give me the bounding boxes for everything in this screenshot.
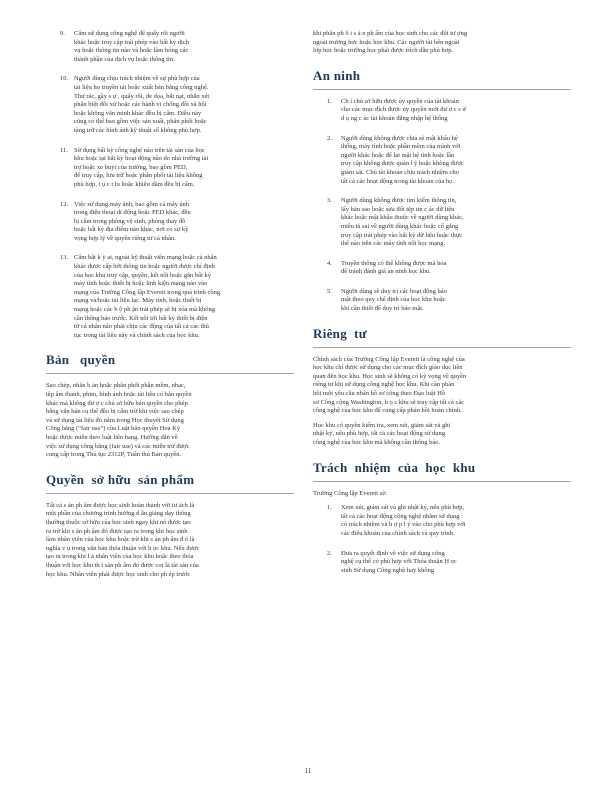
page-number: 11 [304, 767, 312, 775]
list-text: Người dùng sẽ duy trì các hoạt động bảo mật theo quy chế định của học khu hoặc khi cần thiết để duy trì bảo mật. [341, 287, 447, 313]
left-column [46, 30, 294, 585]
section-heading-security: An ninh [313, 68, 571, 90]
list-text: Sử dụng bất kỳ công nghệ nào trên tài sản của học khu hoặc tại bất kỳ hoạt động nào do nhà trường tài trợ hoặc xe buýt của trường, bao gồm PED, để truy cập, lưu trữ hoặc phân phối tài liệu không phù hợp, t ụ c t ĩu hoặc khiêu dâm đều bị cấm. [74, 146, 209, 188]
copyright-paragraph: Sao chép, nhân b ản hoặc phân phối phần mềm, nhạc, tệp âm thanh, phim, hình ảnh hoặc tài liệu có bản quyền khác mà không đư ợ c chủ sở hữu bản quyền cho phép bằng văn bản cụ thể đều bị cấm trừ khi việc sao chép và sử dụng tài liệu đó nằm trong Học thuyết Sử dụng Công bằng (“fair use”) của Luật bản quyền Hoa Kỳ hoặc được miễn theo luật liên bang. Hướng dẫn về việc sử dụng công bằng (fair use) và các miễn trừ được cung cấp trong Thủ tục 2312P, Tuân thủ Bản quyền. [46, 382, 192, 459]
list-number: 1. [327, 504, 332, 512]
list-item [46, 147, 294, 190]
right-column [313, 30, 571, 586]
list-item [313, 550, 571, 576]
list-number: 5. [327, 287, 332, 295]
ownership-paragraph: Tất cả s ản ph ẩm được học sinh hoàn thành với tư ách là một phần của chương trình hướng d ẫn giảng dạy thông thường thuộc sở hữu của học sinh ngay khi nó được tạo ra trừ khi s ản ph ẩm đó được tạo ra trong khi học sinh làm nhân viên của học khu hoặc trừ khi s ản ph ẩm đ ó là nghĩa v ụ trong văn bản thỏa thuận với h ọc khu. Nếu được tạo ra trong khi l à nhân viên của học khu hoặc theo thỏa thuận với học khu th ì sản ph ẩm đó được coi là tài sản của học khu. Nhân viên phải được học sinh cho ph ép trước [46, 501, 200, 578]
list-text: Người dùng không được chia sẻ mật khẩu hệ thống, máy tính hoặc phần mềm của mình với người khác hoặc để lại mật hệ tính hoặc lần truy cập không được quản l ý hoặc không được giám sát. Chủ tài khoản chịu trách nhiệm cho tất cả các hoạt động trong tài khoản của họ. [341, 134, 464, 185]
list-number: 3. [327, 197, 332, 205]
list-item [313, 197, 571, 249]
privacy-paragraph: Học khu có quyền kiểm tra, xem xét, giám sát và ghi nhật ký, nếu phù hợp, tất cả các hoạt động sử dụng công nghệ của học khu mà không cần thông báo. [313, 421, 451, 446]
list-item [46, 75, 294, 135]
list-item [313, 504, 571, 538]
section-heading-copyright: Bản quyền [46, 352, 294, 374]
list-number: 2. [327, 134, 332, 142]
list-text: Ch ỉ chủ sở hữu được ủy quyền của tài khoản cho các mục đích được ủy quyền mới đư ợ c s ử d ụ ng c ác tài khoản đăng nhập hệ thống [341, 97, 466, 122]
section-heading-ownership: Quyền sở hữu sản phẩm [46, 472, 294, 494]
list-item [313, 135, 571, 187]
continued-paragraph: khi phân ph ố i s ả n ph ẩm của học sinh cho các đối tư ợng ngoài trường hợc hoặc học khu. Các người tài bên ngoài lớp học hoặc trường học phải được trích dẫn phù hợp. [313, 30, 468, 55]
section-heading-privacy: Riêng tư [313, 326, 571, 348]
list-item [313, 288, 571, 314]
responsibility-intro: Trường Công lập Everett sẽ: [313, 489, 387, 497]
list-number: 1. [327, 97, 332, 105]
list-item [46, 30, 294, 64]
list-number: 13. [60, 254, 69, 262]
list-number: 12. [60, 200, 69, 208]
list-item [46, 201, 294, 244]
privacy-paragraph: Chính sách của Trường Công lập Everett là công nghệ của học khu chỉ được sử dụng cho các mục đích giáo dục liên quan đến học khu. Học sinh sẽ không có kỳ vọng về quyền riêng tư khi sử dụng công nghệ học khu. Khi cần phán hồi một yêu cầu nhân hồ sơ công theo Đạo luật Hồ sơ Công cộng Washington, h ọ c khu sẽ truy cập tất cả các công nghệ của học khu để cung cấp phản hồi hoàn chỉnh. [313, 355, 467, 415]
list-number: 2. [327, 549, 332, 557]
list-text: Đưa ra quyết định về việc sử dụng công nghệ cụ thể có phù hợp với Thỏa thuận H ọc sinh Sử dụng Công nghệ hay không [341, 549, 457, 574]
list-text: Việc sử dụng máy ảnh, bao gồm cả máy ảnh trong điện thoại di động hoặc PED khác, đều bị cấm trong phòng vệ sinh, phòng thay đồ hoặc bất kỳ địa điểm nào khác, nơi có sự kỳ vọng hợp lý về quyền riêng tư cá nhân. [74, 200, 191, 242]
list-text: Truyền thông có thể không được mã hóa để tránh đánh giá an ninh học khu. [341, 259, 447, 276]
list-text: Xem xét, giám sát và ghi nhật ký, nếu phù hợp, tất cả các hoạt động công nghệ nhằm sử dụng có trách nhiệm và h ợ p l ý vào cho phù hợp với các điều khoản của chính sách và quy trình. [341, 504, 466, 537]
list-item [313, 98, 571, 124]
list-text: Người dùng không được tìm kiếm thông tin, lấy bản sao hoặc sửa đổi tệp tin c ác dữ liệu khác hoặc mật khẩu thuộc về người dùng khác, miêu tả sai về người dùng khác hoặc cố gắng truy cập trái phép vào bất kỳ dữ liệu hoặc thực thể nào trên các máy tính nối học mạng. [341, 197, 464, 248]
list-number: 9. [60, 30, 65, 37]
list-text: Cấm sử dụng công nghệ để quấy rối người khác hoặc truy cập trái phép vào bất kỳ dịch vụ hoặc thông tin nào và hoặc làm hỏng các thành phần của dịch vụ hoặc thông tin. [74, 30, 189, 63]
list-number: 4. [327, 259, 332, 267]
list-item [313, 260, 571, 277]
list-text: Người dùng chịu trách nhiệm về sự phù hợp của tài liệu họ truyền tải hoặc xuất bản bằng công nghệ. Thư rác, gây s ự , quấy rối, đe dọa, bắt nạt, nhắn xét phân biệt đối xử hoặc các hành vi chống đối xã hội hoặc không văn minh khác đều bị cấm. Điều này cũng có thể bao gồm việc sản xuất, phân phối hoặc tàng trữ các hình ảnh kỹ thuật số không phù hợp. [74, 75, 210, 134]
section-heading-responsibility: Trách nhiệm của học khu [313, 460, 571, 482]
list-number: 11. [60, 146, 68, 154]
list-text: Cấm bất k ỳ ai, ngoài kỹ thuật viên mạng hoặc cá nhân khác được cấp bởi thông tin hoặc người được chỉ định của học khu truy cập, quyền, kết nối hoặc gắn bất kỳ máy tính hoặc thiết bị hoặc linh kiện mạng nào vào mạng của Trường Công lập Everett trong quá trình công mạng và/hoặc tài liệu lạc. Máy tính, hoặc thiết bị mạng hoặc các b ộ ph ận trái phép sẽ bị xóa mà không cần thông báo trước. Kết nối tới bất kỳ thiết bị điện tử cá nhân nào phải chịu các động của tất cả các thủ tục trong tài liệu này và chính sách của học khu. [74, 254, 221, 339]
list-number: 10. [60, 75, 69, 83]
list-item [46, 254, 294, 340]
